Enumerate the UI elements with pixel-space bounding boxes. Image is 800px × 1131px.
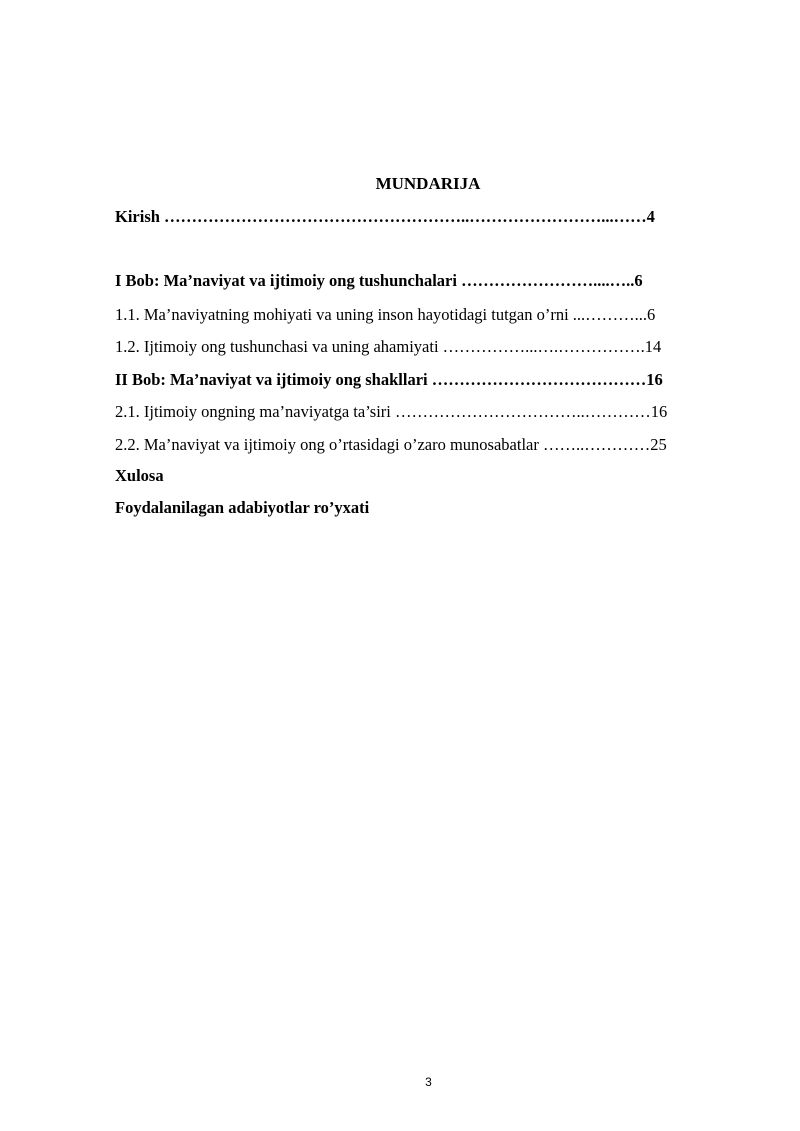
toc-entry-section-1-1: 1.1. Ma’naviyatning mohiyati va uning inson hayotidagi tutgan o’rni ...………...6 xyxy=(115,305,656,324)
toc-entry-chapter-1: I Bob: Ma’naviyat va ijtimoiy ong tushunchalari ……………………....…..6 xyxy=(115,271,643,290)
toc-entry-section-2-1: 2.1. Ijtimoiy ongning ma’naviyatga ta’siri ……………………………..…………16 xyxy=(115,402,668,421)
page-number: 3 xyxy=(425,1075,432,1089)
toc-entry-conclusion: Xulosa xyxy=(115,466,164,485)
toc-entry-introduction: Kirish ………………………………………………..……………………...……4 xyxy=(115,207,655,226)
toc-entry-section-2-2: 2.2. Ma’naviyat va ijtimoiy ong o’rtasidagi o’zaro munosabatlar ……..…………25 xyxy=(115,435,667,454)
toc-entry-section-1-2: 1.2. Ijtimoiy ong tushunchasi va uning ahamiyati ……………...….…………….14 xyxy=(115,337,662,356)
toc-entry-chapter-2: II Bob: Ma’naviyat va ijtimoiy ong shakllari …………………………………16 xyxy=(115,370,663,389)
toc-entry-bibliography: Foydalanilagan adabiyotlar ro’yxati xyxy=(115,498,370,517)
toc-title: MUNDARIJA xyxy=(375,174,481,193)
